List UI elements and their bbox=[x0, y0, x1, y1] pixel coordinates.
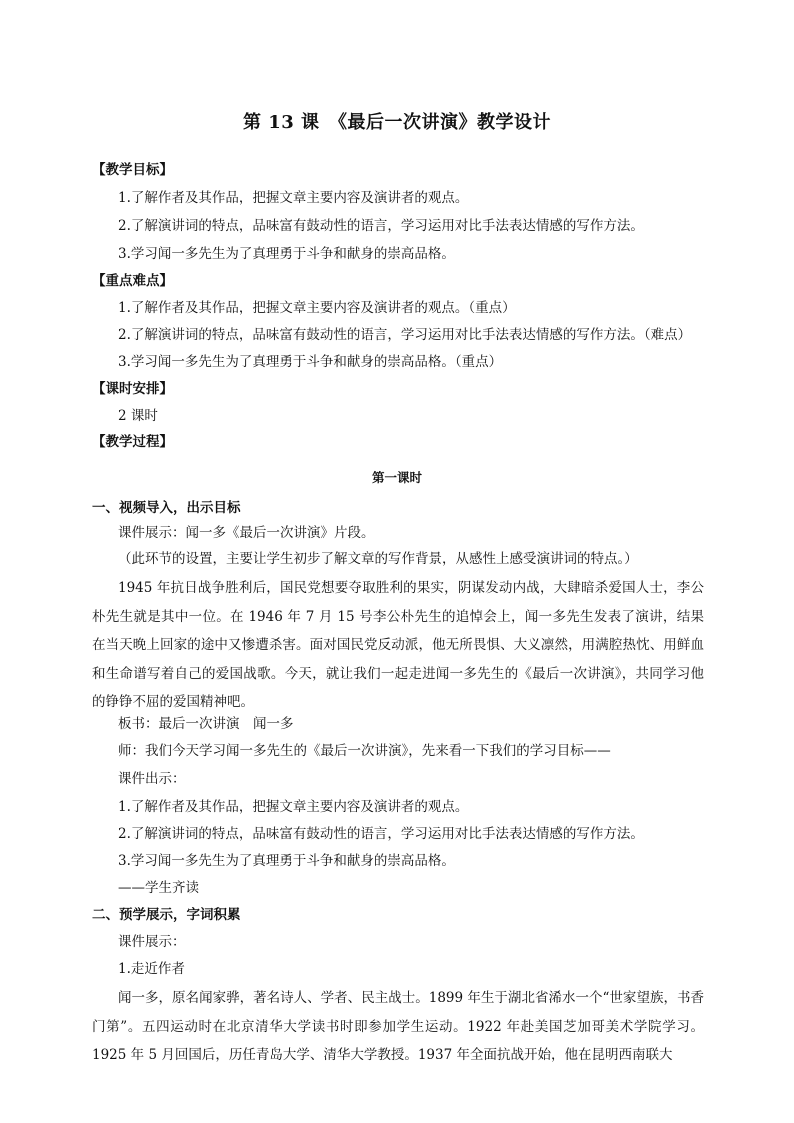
board-writing: 板书：最后一次讲演 闻一多 bbox=[118, 716, 294, 732]
process-heading: 【教学过程】 bbox=[92, 434, 173, 450]
courseware-display: 课件展示：闻一多《最后一次讲演》片段。 bbox=[118, 525, 375, 541]
section-heading: 一、视频导入，出示目标 bbox=[92, 500, 241, 516]
key-point-item: 2.了解演讲词的特点，品味富有鼓动性的语言，学习运用对比手法表达情感的写作方法。（难点） bbox=[118, 327, 692, 343]
courseware-label: 课件出示： bbox=[118, 771, 186, 787]
students-read: ——学生齐读 bbox=[118, 880, 199, 896]
intro-paragraph: 1945 年抗日战争胜利后，国民党想要夺取胜利的果实，阴谋发动内战，大肆暗杀爱国人士，李公朴先生就是其中一位。在 1946 年 7 月 15 号李公朴先生的追悼会上，闻一多先生发表了演讲，结果在当天晚上回家的途中又惨遭杀害。面对国民党反动派，他无所畏惧、大义凛然，用满腔热忱、用鲜血和生命谱写着自己的爱国战歌。今天，就让我们一起走进闻一多先生的《最后一次讲演》，共同学习他的铮铮不屈的爱国精神吧。 bbox=[92, 580, 704, 710]
objective-item: 3.学习闻一多先生为了真理勇于斗争和献身的崇高品格。 bbox=[118, 246, 455, 262]
courseware-display: 课件展示： bbox=[118, 934, 186, 950]
schedule-value: 2 课时 bbox=[118, 408, 158, 424]
objectives-heading: 【教学目标】 bbox=[92, 162, 173, 178]
goal-item: 3.学习闻一多先生为了真理勇于斗争和献身的崇高品格。 bbox=[118, 853, 455, 869]
subsection-heading: 1.走近作者 bbox=[118, 961, 185, 977]
objective-item: 2.了解演讲词的特点，品味富有鼓动性的语言，学习运用对比手法表达情感的写作方法。 bbox=[118, 218, 644, 234]
key-point-item: 3.学习闻一多先生为了真理勇于斗争和献身的崇高品格。（重点） bbox=[118, 354, 503, 370]
document-title: 第 13 课 《最后一次讲演》教学设计 bbox=[242, 112, 552, 133]
key-points-heading: 【重点难点】 bbox=[92, 273, 173, 289]
section-heading: 二、预学展示，字词积累 bbox=[92, 907, 241, 923]
objective-item: 1.了解作者及其作品，把握文章主要内容及演讲者的观点。 bbox=[118, 190, 469, 206]
goal-item: 1.了解作者及其作品，把握文章主要内容及演讲者的观点。 bbox=[118, 799, 469, 815]
key-point-item: 1.了解作者及其作品，把握文章主要内容及演讲者的观点。（重点） bbox=[118, 300, 516, 316]
schedule-heading: 【课时安排】 bbox=[92, 381, 173, 397]
teacher-line: 师：我们今天学习闻一多先生的《最后一次讲演》，先来看一下我们的学习目标—— bbox=[118, 743, 611, 759]
lesson-title: 第一课时 bbox=[371, 470, 422, 485]
design-note: （此环节的设置，主要让学生初步了解文章的写作背景，从感性上感受演讲词的特点。） bbox=[118, 551, 638, 567]
author-paragraph: 闻一多，原名闻家骅，著名诗人、学者、民主战士。1899 年生于湖北省浠水一个“世家望族，书香门第”。五四运动时在北京清华大学读书时即参加学生运动。1922 年赴美国芝加哥美术学院学习。1925 年 5 月回国后，历任青岛大学、清华大学教授。1937 年全面抗战开始，他在昆明西南联大 bbox=[92, 990, 704, 1063]
goal-item: 2.了解演讲词的特点，品味富有鼓动性的语言，学习运用对比手法表达情感的写作方法。 bbox=[118, 826, 644, 842]
